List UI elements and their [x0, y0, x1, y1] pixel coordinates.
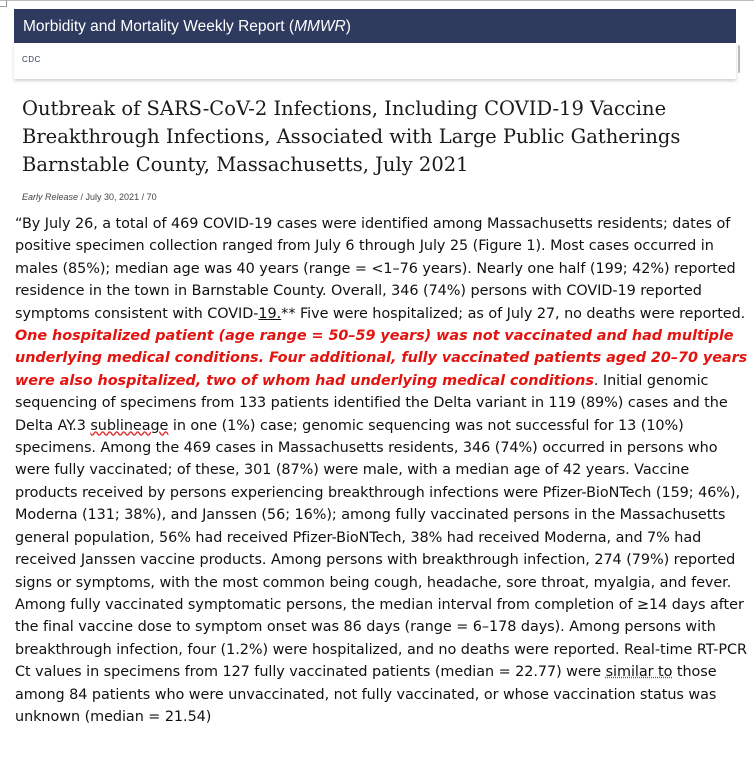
excerpt-part-5: those among 84 patients who were unvaccinated, not fully vaccinated, or whose vaccination status was unknown (median = 21.54) [15, 664, 717, 725]
journal-abbrev: MMWR [294, 18, 346, 35]
byline-date: / July 30, 2021 / 70 [78, 192, 157, 202]
excerpt-part-3: . Initial genomic sequencing of specimens from 133 patients identified the Delta variant in 119 (89%) cases and the Delta AY.3 [15, 372, 728, 434]
agency-bar [14, 43, 736, 79]
spellcheck-word: sublineage [90, 417, 169, 434]
corner-marker [0, 0, 7, 7]
article-byline [22, 192, 157, 202]
journal-header [14, 9, 736, 43]
quoted-excerpt [15, 213, 753, 728]
article-title: Outbreak of SARS-CoV-2 Infections, Including COVID-19 Vaccine Breakthrough Infections, Associated with Large Public Gatherings Barnstable County, Massachusetts, July 2021 [22, 97, 681, 176]
scrollbar[interactable] [736, 43, 742, 79]
cdc-link[interactable]: CDC [22, 55, 41, 64]
excerpt-part-4: in one (1%) case; genomic sequencing was not successful for 13 (10%) specimens. Among the 469 cases in Massachusetts residents, 346 (74%) occurred in persons who were fully vaccinated; of these, 301 (87%) were male, with a median age of 42 years. Vaccine products received by persons experiencing breakthrough infections were Pfizer-BioNTech (159; 46%), Moderna (131; 38%), and Janssen (56; 16%); among fully vaccinated persons in the Massachusetts general population, 56% had received Pfizer-BioNTech, 38% had received Moderna, and 7% had received Janssen vaccine products. Among persons with breakthrough infection, 274 (79%) reported signs or symptoms, with the most common being cough, headache, sore throat, myalgia, and fever. Among fully vaccinated symptomatic persons, the median interval from completion of ≥14 days after the final vaccine dose to symptom onset was 86 days (range = 6–178 days). Among persons with breakthrough infection, four (1.2%) were hospitalized, and no deaths were reported. Real-time RT-PCR Ct values in specimens from 127 fully vaccinated patients (median = 22.77) were [15, 417, 747, 681]
grammar-flag: similar to [605, 664, 673, 681]
footnote-link[interactable]: 19. [258, 305, 282, 322]
journal-title-prefix: Morbidity and Mortality Weekly Report ( [23, 18, 295, 35]
window-top-border [0, 0, 754, 1]
excerpt-part-1: “By July 26, a total of 469 COVID-19 cases were identified among Massachusetts residents; dates of positive specimen collection ranged from July 6 through July 25 (Figure 1). Most cases occurred in males (85%); median age was 40 years (range = <1–76 years). Nearly one half (199; 42%) reported residence in the town in Barnstable County. Overall, 346 (74%) persons with COVID-19 reported symptoms consistent with COVID- [15, 216, 736, 322]
journal-title-suffix: ) [345, 18, 351, 35]
excerpt-part-2: ** Five were hospitalized; as of July 27, no deaths were reported. [281, 305, 746, 322]
scrollbar-thumb[interactable] [738, 45, 740, 73]
highlighted-text: One hospitalized patient (age range = 50–59 years) was not vaccinated and had multiple underlying medical conditions. Four additional, fully vaccinated patients aged 20–70 years were also hospitalized, two of whom had underlying medical conditions [15, 328, 748, 389]
byline-release: Early Release [22, 192, 79, 202]
